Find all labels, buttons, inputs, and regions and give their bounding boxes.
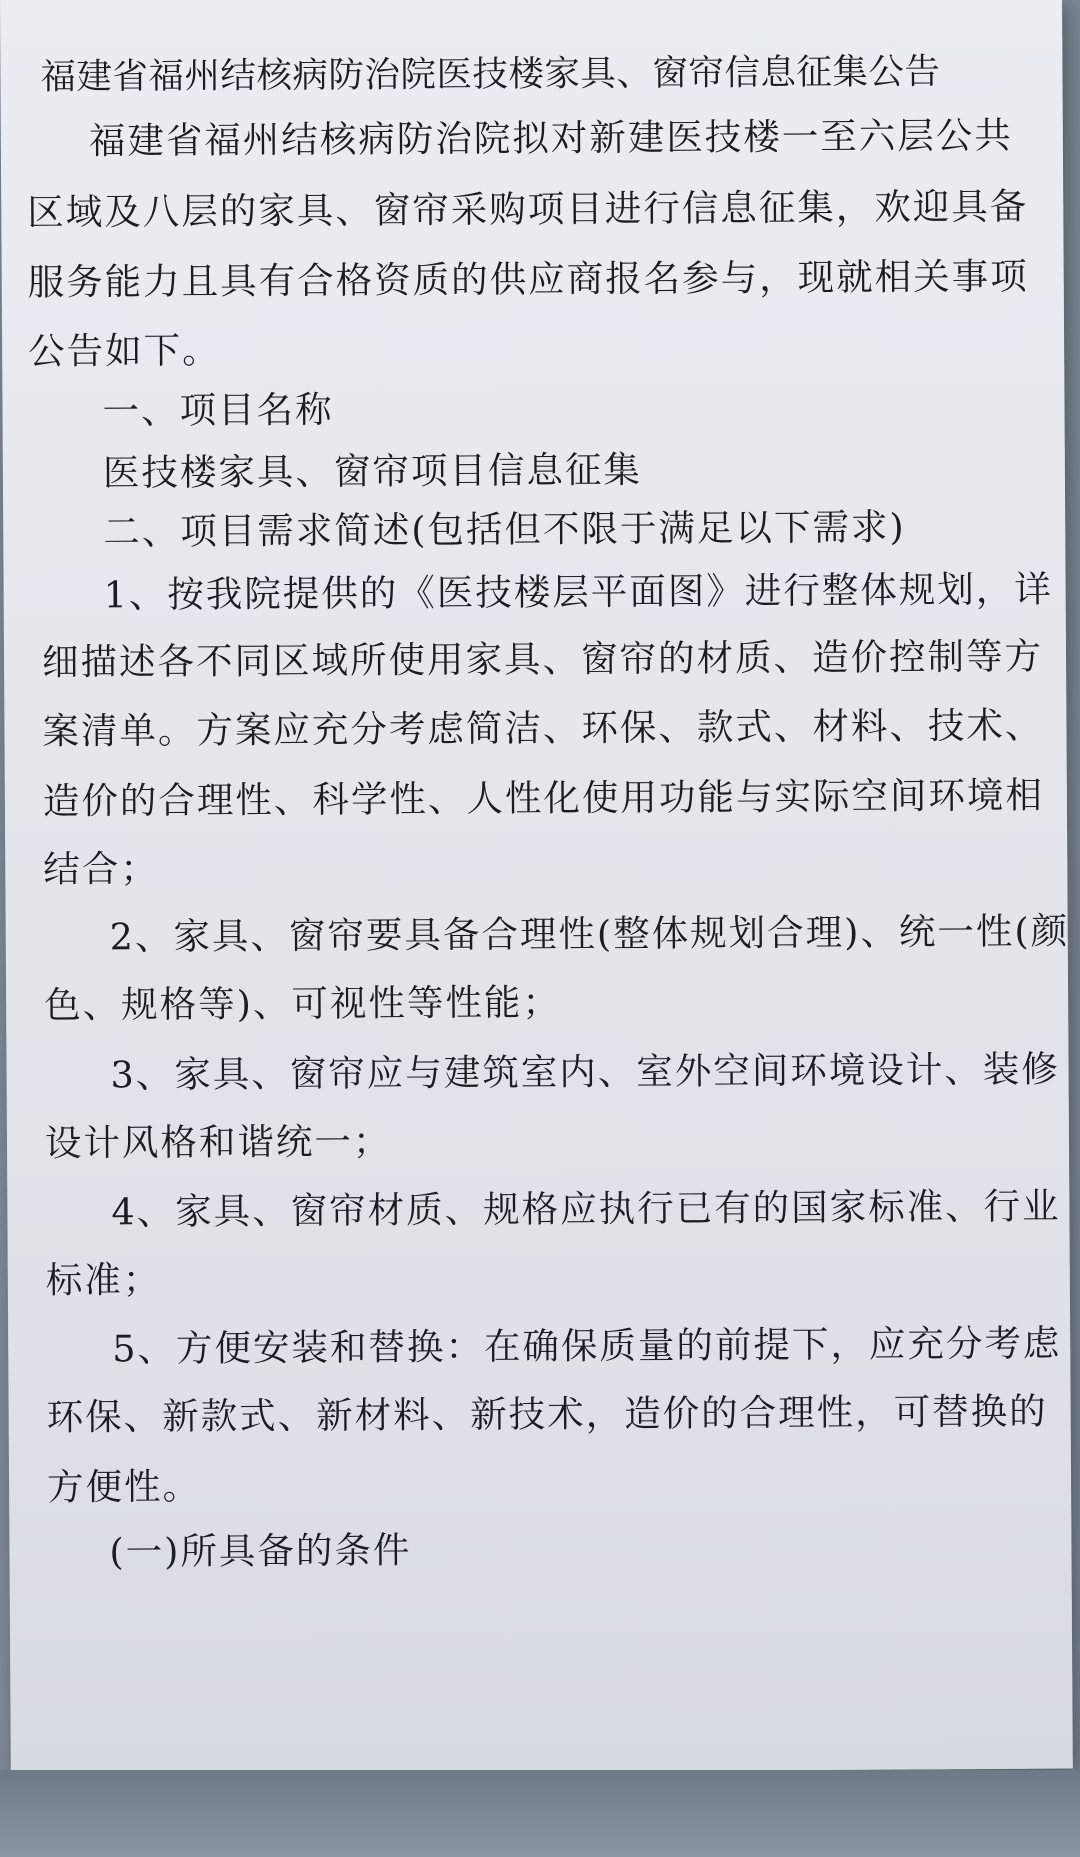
background-surface — [0, 1770, 1080, 1857]
intro-line: 福建省福州结核病防治院拟对新建医技楼一至六层公共 — [88, 113, 1013, 163]
intro-line: 服务能力且具有合格资质的供应商报名参与，现就相关事项 — [27, 254, 1029, 304]
section-heading-project-name: 一、项目名称 — [102, 387, 334, 433]
intro-line: 区域及八层的家具、窗帘采购项目进行信息征集，欢迎具备 — [27, 184, 1029, 234]
requirement-item-4-line: 标准； — [45, 1258, 162, 1302]
project-name-text: 医技楼家具、窗帘项目信息征集 — [102, 448, 643, 495]
requirement-item-5-line: 环保、新款式、新材料、新技术，造价的合理性，可替换的 — [46, 1389, 1048, 1439]
section-heading-requirements: 二、项目需求简述(包括但不限于满足以下需求) — [103, 505, 906, 554]
requirement-item-2-line: 色、规格等)、可视性等性能； — [44, 980, 562, 1027]
requirement-item-1-line: 案清单。方案应充分考虑简洁、环保、款式、材料、技术、 — [42, 703, 1044, 753]
requirement-item-5-line: 5、方便安装和替换：在确保质量的前提下，应充分考虑 — [112, 1321, 1062, 1371]
requirement-item-3-line: 设计风格和谐统一； — [44, 1119, 392, 1165]
document-title: 福建省福州结核病防治院医技楼家具、窗帘信息征集公告 — [40, 51, 941, 98]
subsection-heading-conditions: (一)所具备的条件 — [109, 1528, 412, 1574]
requirement-item-1-line: 造价的合理性、科学性、人性化使用功能与实际空间环境相 — [42, 773, 1045, 823]
requirement-item-5-line: 方便性。 — [46, 1464, 202, 1509]
requirement-item-1-line: 1、按我院提供的《医技楼层平面图》进行整体规划，详 — [103, 567, 1053, 617]
requirement-item-4-line: 4、家具、窗帘材质、规格应执行已有的国家标准、行业 — [111, 1184, 1061, 1234]
requirement-item-1-line: 结合； — [43, 847, 159, 891]
requirement-item-3-line: 3、家具、窗帘应与建筑室内、室外空间环境设计、装修 — [110, 1047, 1060, 1097]
requirement-item-1-line: 细描述各不同区域所使用家具、窗帘的材质、造价控制等方 — [41, 634, 1044, 684]
intro-line: 公告如下。 — [28, 328, 221, 373]
requirement-item-2-line: 2、家具、窗帘要具备合理性(整体规划合理)、统一性(颜 — [109, 909, 1070, 959]
